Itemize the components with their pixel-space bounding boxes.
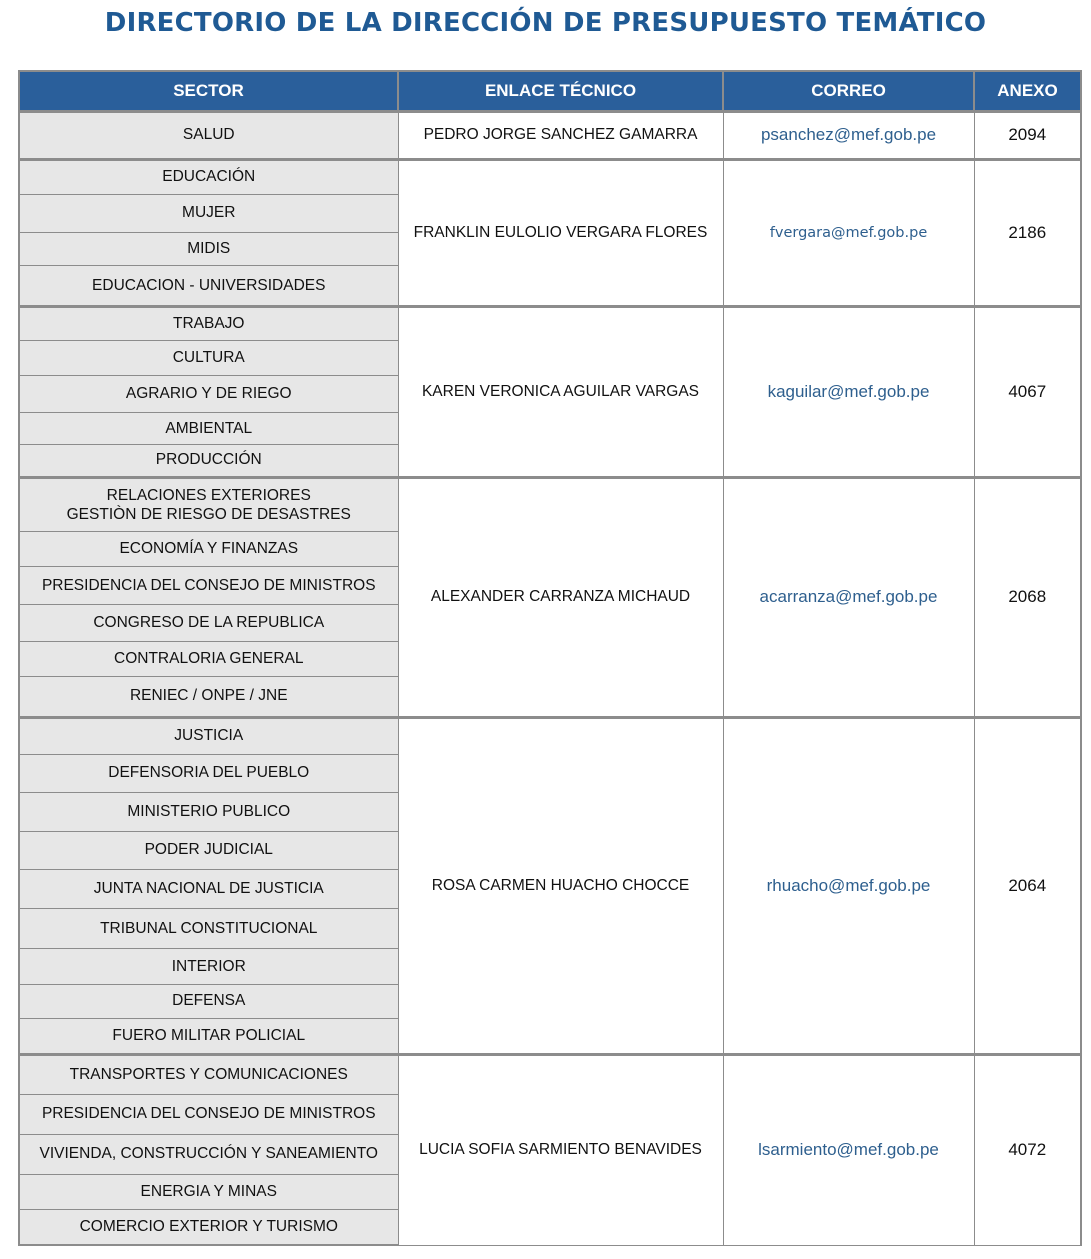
table-row <box>19 159 1081 194</box>
sector-cell <box>19 477 398 531</box>
header-anexo: ANEXO <box>974 71 1081 111</box>
enlace-cell: FRANKLIN EULOLIO VERGARA FLORES <box>398 159 723 306</box>
sector-cell: MINISTERIO PUBLICO <box>19 792 398 831</box>
table-row <box>19 477 1081 531</box>
enlace-cell: KAREN VERONICA AGUILAR VARGAS <box>398 307 723 478</box>
sector-cell: INTERIOR <box>19 949 398 985</box>
sector-cell: COMERCIO EXTERIOR Y TURISMO <box>19 1210 398 1245</box>
sector-cell: SALUD <box>19 111 398 159</box>
sector-cell: PRESIDENCIA DEL CONSEJO DE MINISTROS <box>19 1094 398 1134</box>
sector-cell: JUSTICIA <box>19 717 398 754</box>
directory-table <box>18 70 1082 1246</box>
sector-cell: PODER JUDICIAL <box>19 831 398 869</box>
anexo-cell: 2068 <box>974 477 1081 717</box>
sector-cell: TRANSPORTES Y COMUNICACIONES <box>19 1054 398 1094</box>
sector-cell: ENERGIA Y MINAS <box>19 1175 398 1210</box>
sector-cell: DEFENSORIA DEL PUEBLO <box>19 754 398 792</box>
sector-cell: CULTURA <box>19 341 398 376</box>
sector-cell: PRESIDENCIA DEL CONSEJO DE MINISTROS <box>19 567 398 605</box>
enlace-cell: ALEXANDER CARRANZA MICHAUD <box>398 477 723 717</box>
sector-cell: ECONOMÍA Y FINANZAS <box>19 531 398 566</box>
header-row <box>19 71 1081 111</box>
sector-cell: CONTRALORIA GENERAL <box>19 642 398 677</box>
sector-cell: EDUCACION - UNIVERSIDADES <box>19 266 398 307</box>
email-link[interactable]: lsarmiento@mef.gob.pe <box>723 1054 974 1245</box>
sector-cell: RENIEC / ONPE / JNE <box>19 677 398 717</box>
email-link[interactable]: fvergara@mef.gob.pe <box>723 159 974 306</box>
anexo-cell: 2186 <box>974 159 1081 306</box>
sector-cell: FUERO MILITAR POLICIAL <box>19 1018 398 1054</box>
header-sector: SECTOR <box>19 71 398 111</box>
anexo-cell: 4072 <box>974 1054 1081 1245</box>
anexo-cell: 2064 <box>974 717 1081 1054</box>
sector-cell: TRABAJO <box>19 307 398 341</box>
sector-line: RELACIONES EXTERIORES <box>106 486 311 504</box>
sector-cell: MUJER <box>19 194 398 232</box>
sector-cell: MIDIS <box>19 232 398 265</box>
sector-cell: PRODUCCIÓN <box>19 444 398 477</box>
email-link[interactable]: acarranza@mef.gob.pe <box>723 477 974 717</box>
sector-line: GESTIÒN DE RIESGO DE DESASTRES <box>66 505 351 523</box>
header-enlace-tecnico: ENLACE TÉCNICO <box>398 71 723 111</box>
anexo-cell: 4067 <box>974 307 1081 478</box>
table-row <box>19 1054 1081 1094</box>
enlace-cell: ROSA CARMEN HUACHO CHOCCE <box>398 717 723 1054</box>
email-link[interactable]: psanchez@mef.gob.pe <box>723 111 974 159</box>
sector-cell: AMBIENTAL <box>19 413 398 444</box>
page-title: DIRECTORIO DE LA DIRECCIÓN DE PRESUPUESTO TEMÁTICO <box>104 8 987 38</box>
header-correo: CORREO <box>723 71 974 111</box>
anexo-cell: 2094 <box>974 111 1081 159</box>
sector-cell: AGRARIO Y DE RIEGO <box>19 376 398 413</box>
enlace-cell: PEDRO JORGE SANCHEZ GAMARRA <box>398 111 723 159</box>
email-link[interactable]: rhuacho@mef.gob.pe <box>723 717 974 1054</box>
table-row <box>19 717 1081 754</box>
sector-cell: JUNTA NACIONAL DE JUSTICIA <box>19 870 398 909</box>
table-row <box>19 111 1081 159</box>
sector-cell: CONGRESO DE LA REPUBLICA <box>19 605 398 642</box>
sector-cell: EDUCACIÓN <box>19 159 398 194</box>
enlace-cell: LUCIA SOFIA SARMIENTO BENAVIDES <box>398 1054 723 1245</box>
sector-cell: VIVIENDA, CONSTRUCCIÓN Y SANEAMIENTO <box>19 1134 398 1174</box>
sector-cell: DEFENSA <box>19 985 398 1018</box>
sector-cell: TRIBUNAL CONSTITUCIONAL <box>19 909 398 949</box>
email-link[interactable]: kaguilar@mef.gob.pe <box>723 307 974 478</box>
table-row <box>19 307 1081 341</box>
